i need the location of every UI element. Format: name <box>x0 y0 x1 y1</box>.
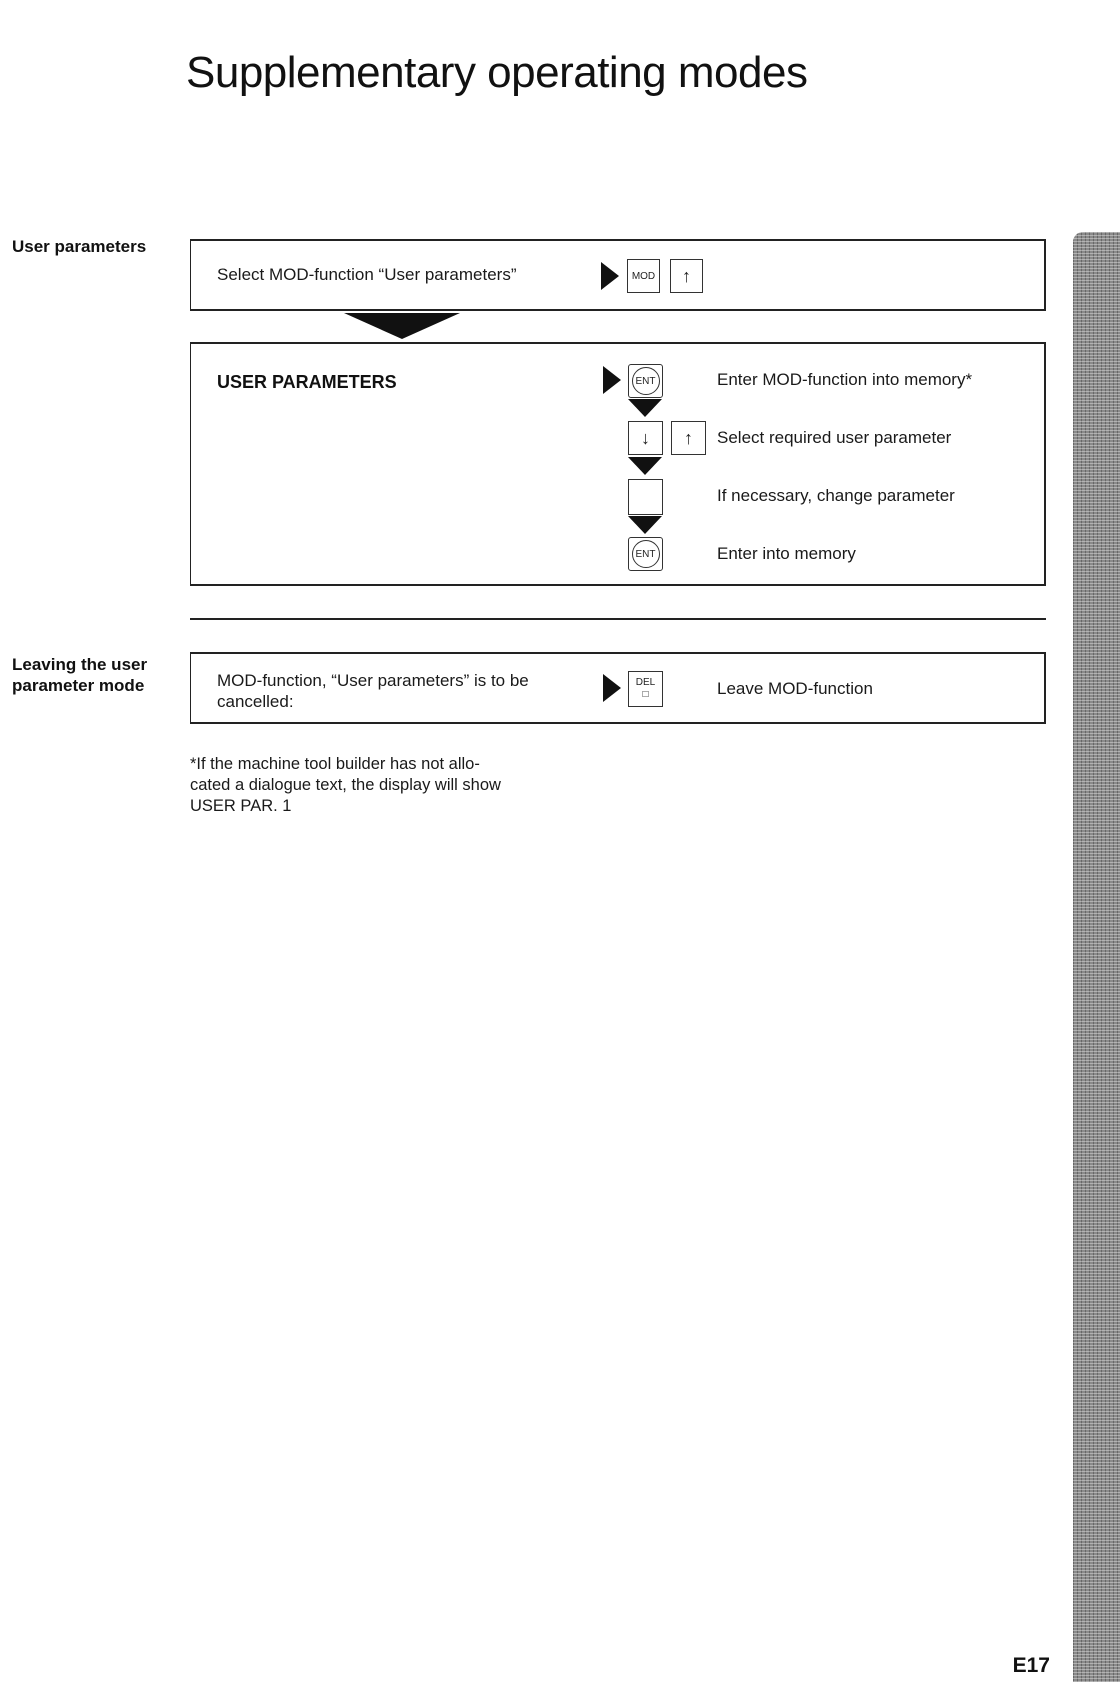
select-mod-function-box <box>190 239 1046 311</box>
cancel-instruction-line-1: MOD-function, “User parameters” is to be <box>217 671 529 690</box>
ent-key-label: ENT <box>632 540 660 568</box>
footnote-line-2: cated a dialogue text, the display will show <box>190 776 501 794</box>
page-title: Supplementary operating modes <box>186 48 808 97</box>
section-label-leaving <box>12 654 147 696</box>
ent-key[interactable] <box>628 364 663 398</box>
cancel-instruction-line-2: cancelled: <box>217 692 294 711</box>
arrow-down-key[interactable]: ↓ <box>628 421 663 455</box>
ent-key[interactable] <box>628 537 663 571</box>
del-key-symbol: □ <box>642 689 649 700</box>
step-2-text: Select required user parameter <box>717 428 952 447</box>
step-down-arrow-icon <box>628 457 662 475</box>
footnote-line-1: *If the machine tool builder has not allo- <box>190 755 480 773</box>
leave-mod-function-box <box>190 652 1046 724</box>
cancel-instruction-text <box>217 670 529 712</box>
page-number: E17 <box>1012 1654 1050 1677</box>
leaving-label-line-1: Leaving the user <box>12 655 148 674</box>
ent-key-label: ENT <box>632 367 660 395</box>
step-down-arrow-icon <box>628 516 662 534</box>
play-arrow-icon <box>603 674 621 702</box>
flow-down-arrow-icon <box>344 313 460 339</box>
step-1-text: Enter MOD-function into memory* <box>717 370 973 389</box>
user-parameters-steps-box <box>190 342 1046 586</box>
footnote-line-3: USER PAR. 1 <box>190 797 292 815</box>
step-4-text: Enter into memory <box>717 544 856 563</box>
section-divider <box>190 618 1046 620</box>
play-arrow-icon <box>603 366 621 394</box>
del-key[interactable] <box>628 671 663 707</box>
select-instruction-text: Select MOD-function “User parameters” <box>217 265 517 284</box>
section-label-user-parameters: User parameters <box>12 237 147 256</box>
step-3-text: If necessary, change parameter <box>717 486 955 505</box>
del-key-label: DEL <box>635 677 656 688</box>
value-input-key[interactable] <box>628 479 663 515</box>
step-down-arrow-icon <box>628 399 662 417</box>
page-edge-tab <box>1073 232 1120 1682</box>
footnote <box>190 754 501 817</box>
arrow-up-key[interactable]: ↑ <box>671 421 706 455</box>
leaving-label-line-2: parameter mode <box>12 676 145 695</box>
user-parameters-heading: USER PARAMETERS <box>217 372 397 392</box>
mod-key[interactable]: MOD <box>627 259 660 293</box>
arrow-up-key[interactable]: ↑ <box>670 259 703 293</box>
play-arrow-icon <box>601 262 619 290</box>
leave-action-text: Leave MOD-function <box>717 679 873 698</box>
